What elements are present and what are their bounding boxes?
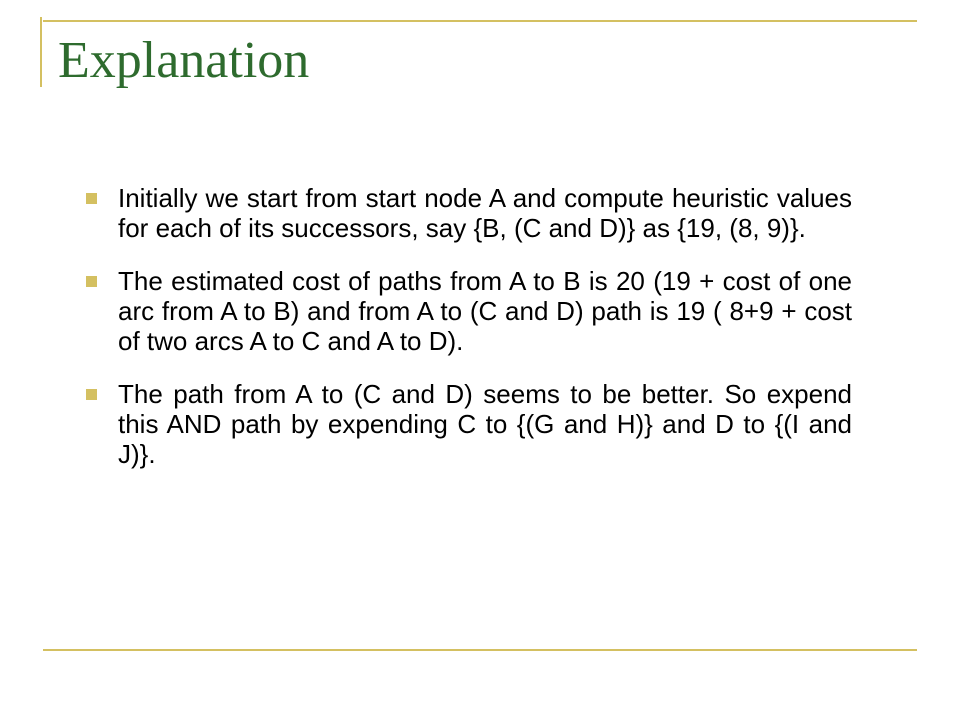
bullet-item (82, 379, 852, 469)
bullet-text: The estimated cost of paths from A to B is 20 (19 + cost of one arc from A to B) and from A to (C and D) path is 19 ( 8+9 + cost of two arcs A to C and A to D). (118, 266, 852, 356)
top-divider (43, 20, 917, 22)
bullet-list (82, 183, 852, 492)
square-bullet-icon (86, 389, 97, 400)
slide-title: Explanation (58, 32, 310, 89)
bullet-item (82, 266, 852, 356)
square-bullet-icon (86, 276, 97, 287)
bullet-text: The path from A to (C and D) seems to be better. So expend this AND path by expending C to {(G and H)} and D to {(I and J)}. (118, 379, 852, 469)
left-divider (40, 17, 42, 87)
bullet-text: Initially we start from start node A and compute heuristic values for each of its successors, say {B, (C and D)} as {19, (8, 9)}. (118, 183, 852, 243)
bullet-item (82, 183, 852, 243)
bottom-divider (43, 649, 917, 651)
square-bullet-icon (86, 193, 97, 204)
